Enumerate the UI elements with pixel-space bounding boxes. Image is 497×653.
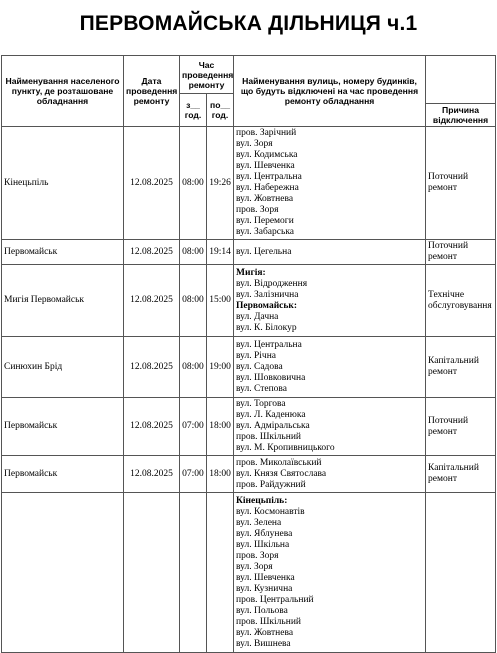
street-item: вул. Річна — [236, 350, 277, 361]
street-item: вул. Перемоги — [236, 216, 294, 226]
streets-cell — [234, 337, 426, 398]
street-item: вул. Кодимська — [236, 150, 298, 160]
cause-cell: Технічне обслуговування — [426, 265, 496, 337]
cause-cell: Поточний ремонт — [426, 127, 496, 240]
settlement-cell: Синюхин Брід — [2, 337, 124, 398]
time-from-cell: 07:00 — [180, 456, 207, 493]
date-cell: 12.08.2025 — [124, 240, 180, 265]
street-item: вул. Центральна — [236, 172, 302, 182]
streets-cell — [234, 398, 426, 456]
street-item: пров. Миколаївський — [236, 457, 322, 468]
table-row — [2, 240, 496, 265]
time-from-cell: 07:00 — [180, 398, 207, 456]
outage-schedule-table — [1, 55, 496, 653]
date-cell: 12.08.2025 — [124, 127, 180, 240]
street-item: вул. Зелена — [236, 517, 282, 528]
header-cause: Причина відключення — [426, 104, 496, 127]
street-item: вул. Л. Каденюка — [236, 410, 306, 420]
street-item: вул. Шевченка — [236, 572, 295, 583]
street-item: вул. Залізнична — [236, 289, 299, 300]
street-item: пров. Центральний — [236, 594, 314, 605]
header-time-from: з__ год. — [180, 94, 207, 127]
time-to-cell: 19:00 — [207, 337, 234, 398]
cause-cell: Поточний ремонт — [426, 398, 496, 456]
time-to-cell: 18:00 — [207, 398, 234, 456]
street-item: вул. К. Білокур — [236, 322, 297, 333]
header-date: Дата проведення ремонту — [124, 56, 180, 127]
street-item: вул. Відродження — [236, 278, 308, 289]
header-streets: Найменування вулиць, номеру будинків, що будуть відключені на час проведення ремонту обладнання — [234, 56, 426, 127]
street-item: вул. Шевченка — [236, 161, 295, 171]
street-item: вул. Вишнева — [236, 638, 291, 649]
street-item: вул. Торгова — [236, 399, 286, 409]
street-item: вул. Степова — [236, 383, 287, 394]
date-cell: 12.08.2025 — [124, 337, 180, 398]
settlement-cell: Первомайськ — [2, 456, 124, 493]
street-item: вул. Адміральська — [236, 421, 310, 431]
time-to-cell — [207, 493, 234, 653]
settlement-cell: Мигія Первомайськ — [2, 265, 124, 337]
street-item: вул. Дачна — [236, 311, 279, 322]
cause-cell: Поточний ремонт — [426, 240, 496, 265]
streets-cell — [234, 240, 426, 265]
settlement-cell — [2, 493, 124, 653]
street-group-label: Мигія: — [236, 267, 266, 278]
time-to-cell: 15:00 — [207, 265, 234, 337]
street-item: пров. Шкільний — [236, 616, 301, 627]
street-item: вул. Набережна — [236, 183, 299, 193]
date-cell — [124, 493, 180, 653]
street-item: вул. Кузнична — [236, 583, 293, 594]
settlement-cell: Кінецьпіль — [2, 127, 124, 240]
cause-cell: Капітальний ремонт — [426, 337, 496, 398]
time-to-cell: 19:14 — [207, 240, 234, 265]
street-item: вул. Жовтнева — [236, 194, 294, 204]
time-from-cell: 08:00 — [180, 265, 207, 337]
table-row — [2, 127, 496, 240]
header-row-top — [2, 56, 496, 94]
street-item: вул. Зоря — [236, 139, 273, 149]
street-item: вул. Космонавтів — [236, 506, 305, 517]
header-cause-blank — [426, 56, 496, 104]
street-item: пров. Зарічний — [236, 128, 297, 138]
time-from-cell: 08:00 — [180, 240, 207, 265]
street-item: пров. Зоря — [236, 205, 279, 215]
street-item: пров. Шкільний — [236, 432, 301, 442]
street-item: вул. Садова — [236, 361, 283, 372]
time-from-cell: 08:00 — [180, 337, 207, 398]
table-row — [2, 398, 496, 456]
street-item: вул. Князя Святослава — [236, 468, 327, 479]
date-cell: 12.08.2025 — [124, 265, 180, 337]
table-row — [2, 265, 496, 337]
street-item: вул. Забарська — [236, 227, 295, 237]
settlement-cell: Первомайськ — [2, 240, 124, 265]
street-item: пров. Зоря — [236, 550, 279, 561]
time-to-cell: 18:00 — [207, 456, 234, 493]
street-item: вул. Шкільна — [236, 539, 290, 550]
table-row — [2, 337, 496, 398]
time-from-cell — [180, 493, 207, 653]
street-group-label: Первомайськ: — [236, 300, 298, 311]
street-group-label: Кінецьпіль: — [236, 495, 288, 506]
cause-cell: Капітальний ремонт — [426, 456, 496, 493]
street-item: вул. Польова — [236, 605, 288, 616]
street-item: вул. М. Кропивницького — [236, 443, 335, 453]
streets-cell — [234, 456, 426, 493]
date-cell: 12.08.2025 — [124, 456, 180, 493]
street-item: вул. Жовтнева — [236, 627, 294, 638]
header-settlement: Найменування населеного пункту, де розташоване обладнання — [2, 56, 124, 127]
streets-cell — [234, 493, 426, 653]
table-row — [2, 493, 496, 653]
street-item: вул. Шовковична — [236, 372, 306, 383]
date-cell: 12.08.2025 — [124, 398, 180, 456]
time-to-cell: 19:26 — [207, 127, 234, 240]
street-item: вул. Цегельна — [236, 246, 292, 257]
table-row — [2, 456, 496, 493]
settlement-cell: Первомайськ — [2, 398, 124, 456]
street-item: пров. Райдужний — [236, 479, 306, 490]
street-item: вул. Центральна — [236, 339, 302, 350]
street-item: вул. Яблунева — [236, 528, 293, 539]
time-from-cell: 08:00 — [180, 127, 207, 240]
streets-cell — [234, 127, 426, 240]
page-title: ПЕРВОМАЙСЬКА ДІЛЬНИЦЯ ч.1 — [79, 12, 418, 35]
cause-cell — [426, 493, 496, 653]
header-time-to: по__ год. — [207, 94, 234, 127]
street-item: вул. Зоря — [236, 561, 273, 572]
streets-cell — [234, 265, 426, 337]
header-time-group: Час проведення ремонту — [180, 56, 234, 94]
table-body — [2, 127, 496, 653]
